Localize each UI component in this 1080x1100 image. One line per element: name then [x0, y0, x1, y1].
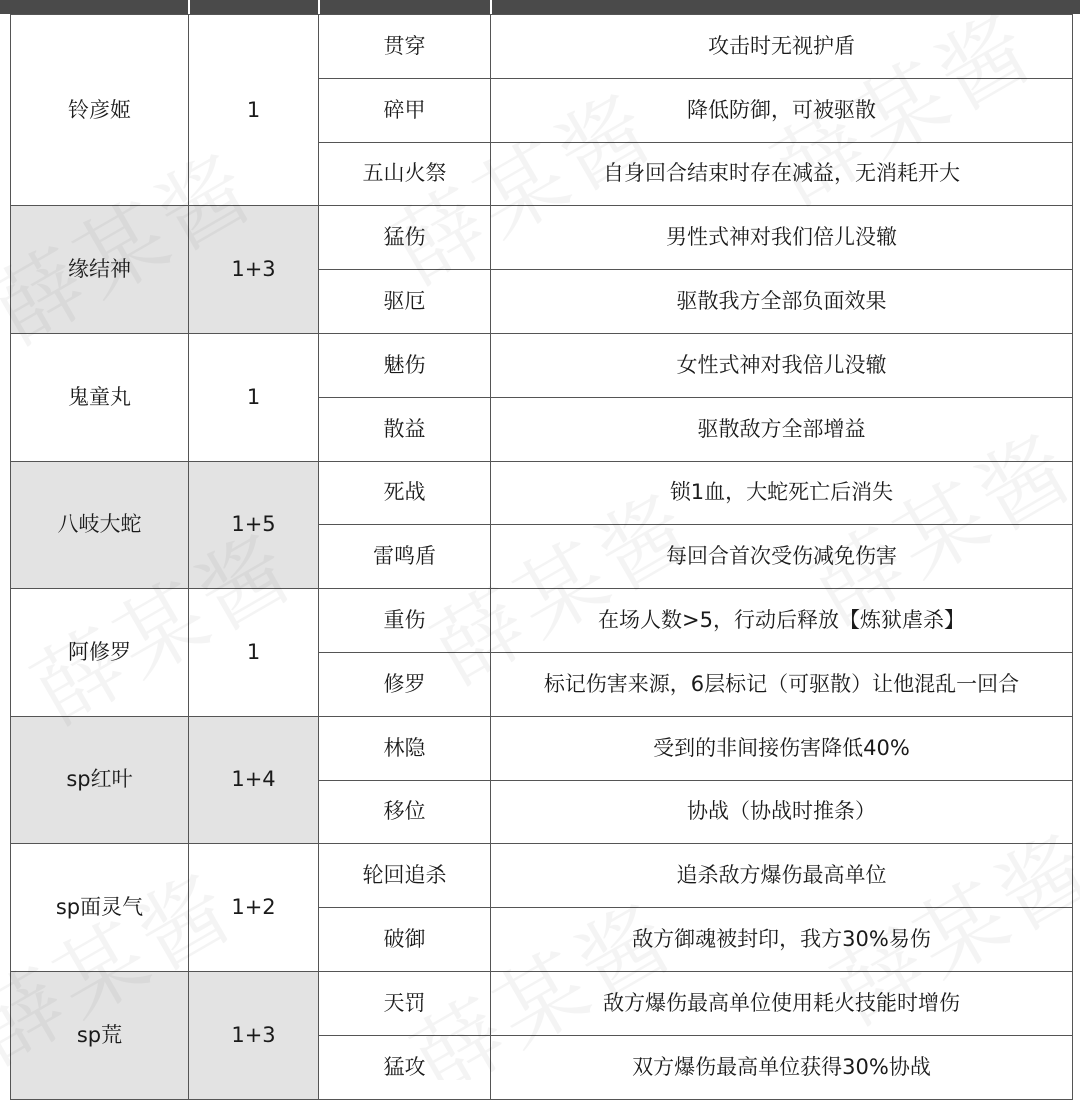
skill-description: 自身回合结束时存在减益，无消耗开大 [491, 142, 1073, 206]
table-row [11, 589, 1073, 653]
skill-name: 破御 [319, 908, 491, 972]
table-row [11, 844, 1073, 908]
header-separator [188, 0, 190, 14]
shikigami-name: 缘结神 [11, 206, 189, 334]
shikigami-name: 铃彦姬 [11, 15, 189, 206]
skill-description: 锁1血，大蛇死亡后消失 [491, 461, 1073, 525]
shikigami-cost: 1+2 [189, 844, 319, 972]
skill-name: 天罚 [319, 971, 491, 1035]
shikigami-cost: 1 [189, 333, 319, 461]
shikigami-cost: 1+5 [189, 461, 319, 589]
skill-description: 驱散我方全部负面效果 [491, 270, 1073, 334]
table-row [11, 461, 1073, 525]
skill-description: 女性式神对我倍儿没辙 [491, 333, 1073, 397]
table-row [11, 206, 1073, 270]
header-separator [318, 0, 320, 14]
shikigami-group [11, 716, 1073, 844]
table-row [11, 15, 1073, 79]
skill-name: 五山火祭 [319, 142, 491, 206]
shikigami-group [11, 589, 1073, 717]
shikigami-group [11, 15, 1073, 206]
skill-name: 贯穿 [319, 15, 491, 79]
table-row [11, 716, 1073, 780]
skill-name: 移位 [319, 780, 491, 844]
header-separator [490, 0, 492, 14]
shikigami-cost: 1+3 [189, 971, 319, 1099]
shikigami-group [11, 206, 1073, 334]
skill-description: 双方爆伤最高单位获得30%协战 [491, 1035, 1073, 1099]
skill-name: 重伤 [319, 589, 491, 653]
table-row [11, 333, 1073, 397]
skill-name: 驱厄 [319, 270, 491, 334]
shikigami-group [11, 461, 1073, 589]
shikigami-group [11, 844, 1073, 972]
skill-name: 猛伤 [319, 206, 491, 270]
skill-description: 攻击时无视护盾 [491, 15, 1073, 79]
shikigami-skill-table [10, 14, 1073, 1100]
skill-name: 雷鸣盾 [319, 525, 491, 589]
skill-description: 降低防御，可被驱散 [491, 78, 1073, 142]
skill-description: 男性式神对我们倍儿没辙 [491, 206, 1073, 270]
skill-description: 受到的非间接伤害降低40% [491, 716, 1073, 780]
skill-description: 敌方爆伤最高单位使用耗火技能时增伤 [491, 971, 1073, 1035]
shikigami-name: 八岐大蛇 [11, 461, 189, 589]
shikigami-name: sp荒 [11, 971, 189, 1099]
shikigami-name: 阿修罗 [11, 589, 189, 717]
header-bar [0, 0, 1080, 14]
skill-description: 每回合首次受伤减免伤害 [491, 525, 1073, 589]
shikigami-name: sp面灵气 [11, 844, 189, 972]
shikigami-cost: 1+3 [189, 206, 319, 334]
skill-description: 敌方御魂被封印，我方30%易伤 [491, 908, 1073, 972]
shikigami-cost: 1 [189, 589, 319, 717]
skill-description: 协战（协战时推条） [491, 780, 1073, 844]
skill-description: 标记伤害来源，6层标记（可驱散）让他混乱一回合 [491, 652, 1073, 716]
shikigami-group [11, 333, 1073, 461]
skill-name: 轮回追杀 [319, 844, 491, 908]
skill-name: 猛攻 [319, 1035, 491, 1099]
table-row [11, 971, 1073, 1035]
skill-name: 修罗 [319, 652, 491, 716]
shikigami-name: 鬼童丸 [11, 333, 189, 461]
skill-description: 追杀敌方爆伤最高单位 [491, 844, 1073, 908]
skill-name: 魅伤 [319, 333, 491, 397]
skill-description: 在场人数>5，行动后释放【炼狱虐杀】 [491, 589, 1073, 653]
skill-name: 散益 [319, 397, 491, 461]
skill-name: 碎甲 [319, 78, 491, 142]
shikigami-cost: 1 [189, 15, 319, 206]
skill-description: 驱散敌方全部增益 [491, 397, 1073, 461]
shikigami-cost: 1+4 [189, 716, 319, 844]
skill-name: 林隐 [319, 716, 491, 780]
skill-name: 死战 [319, 461, 491, 525]
shikigami-name: sp红叶 [11, 716, 189, 844]
